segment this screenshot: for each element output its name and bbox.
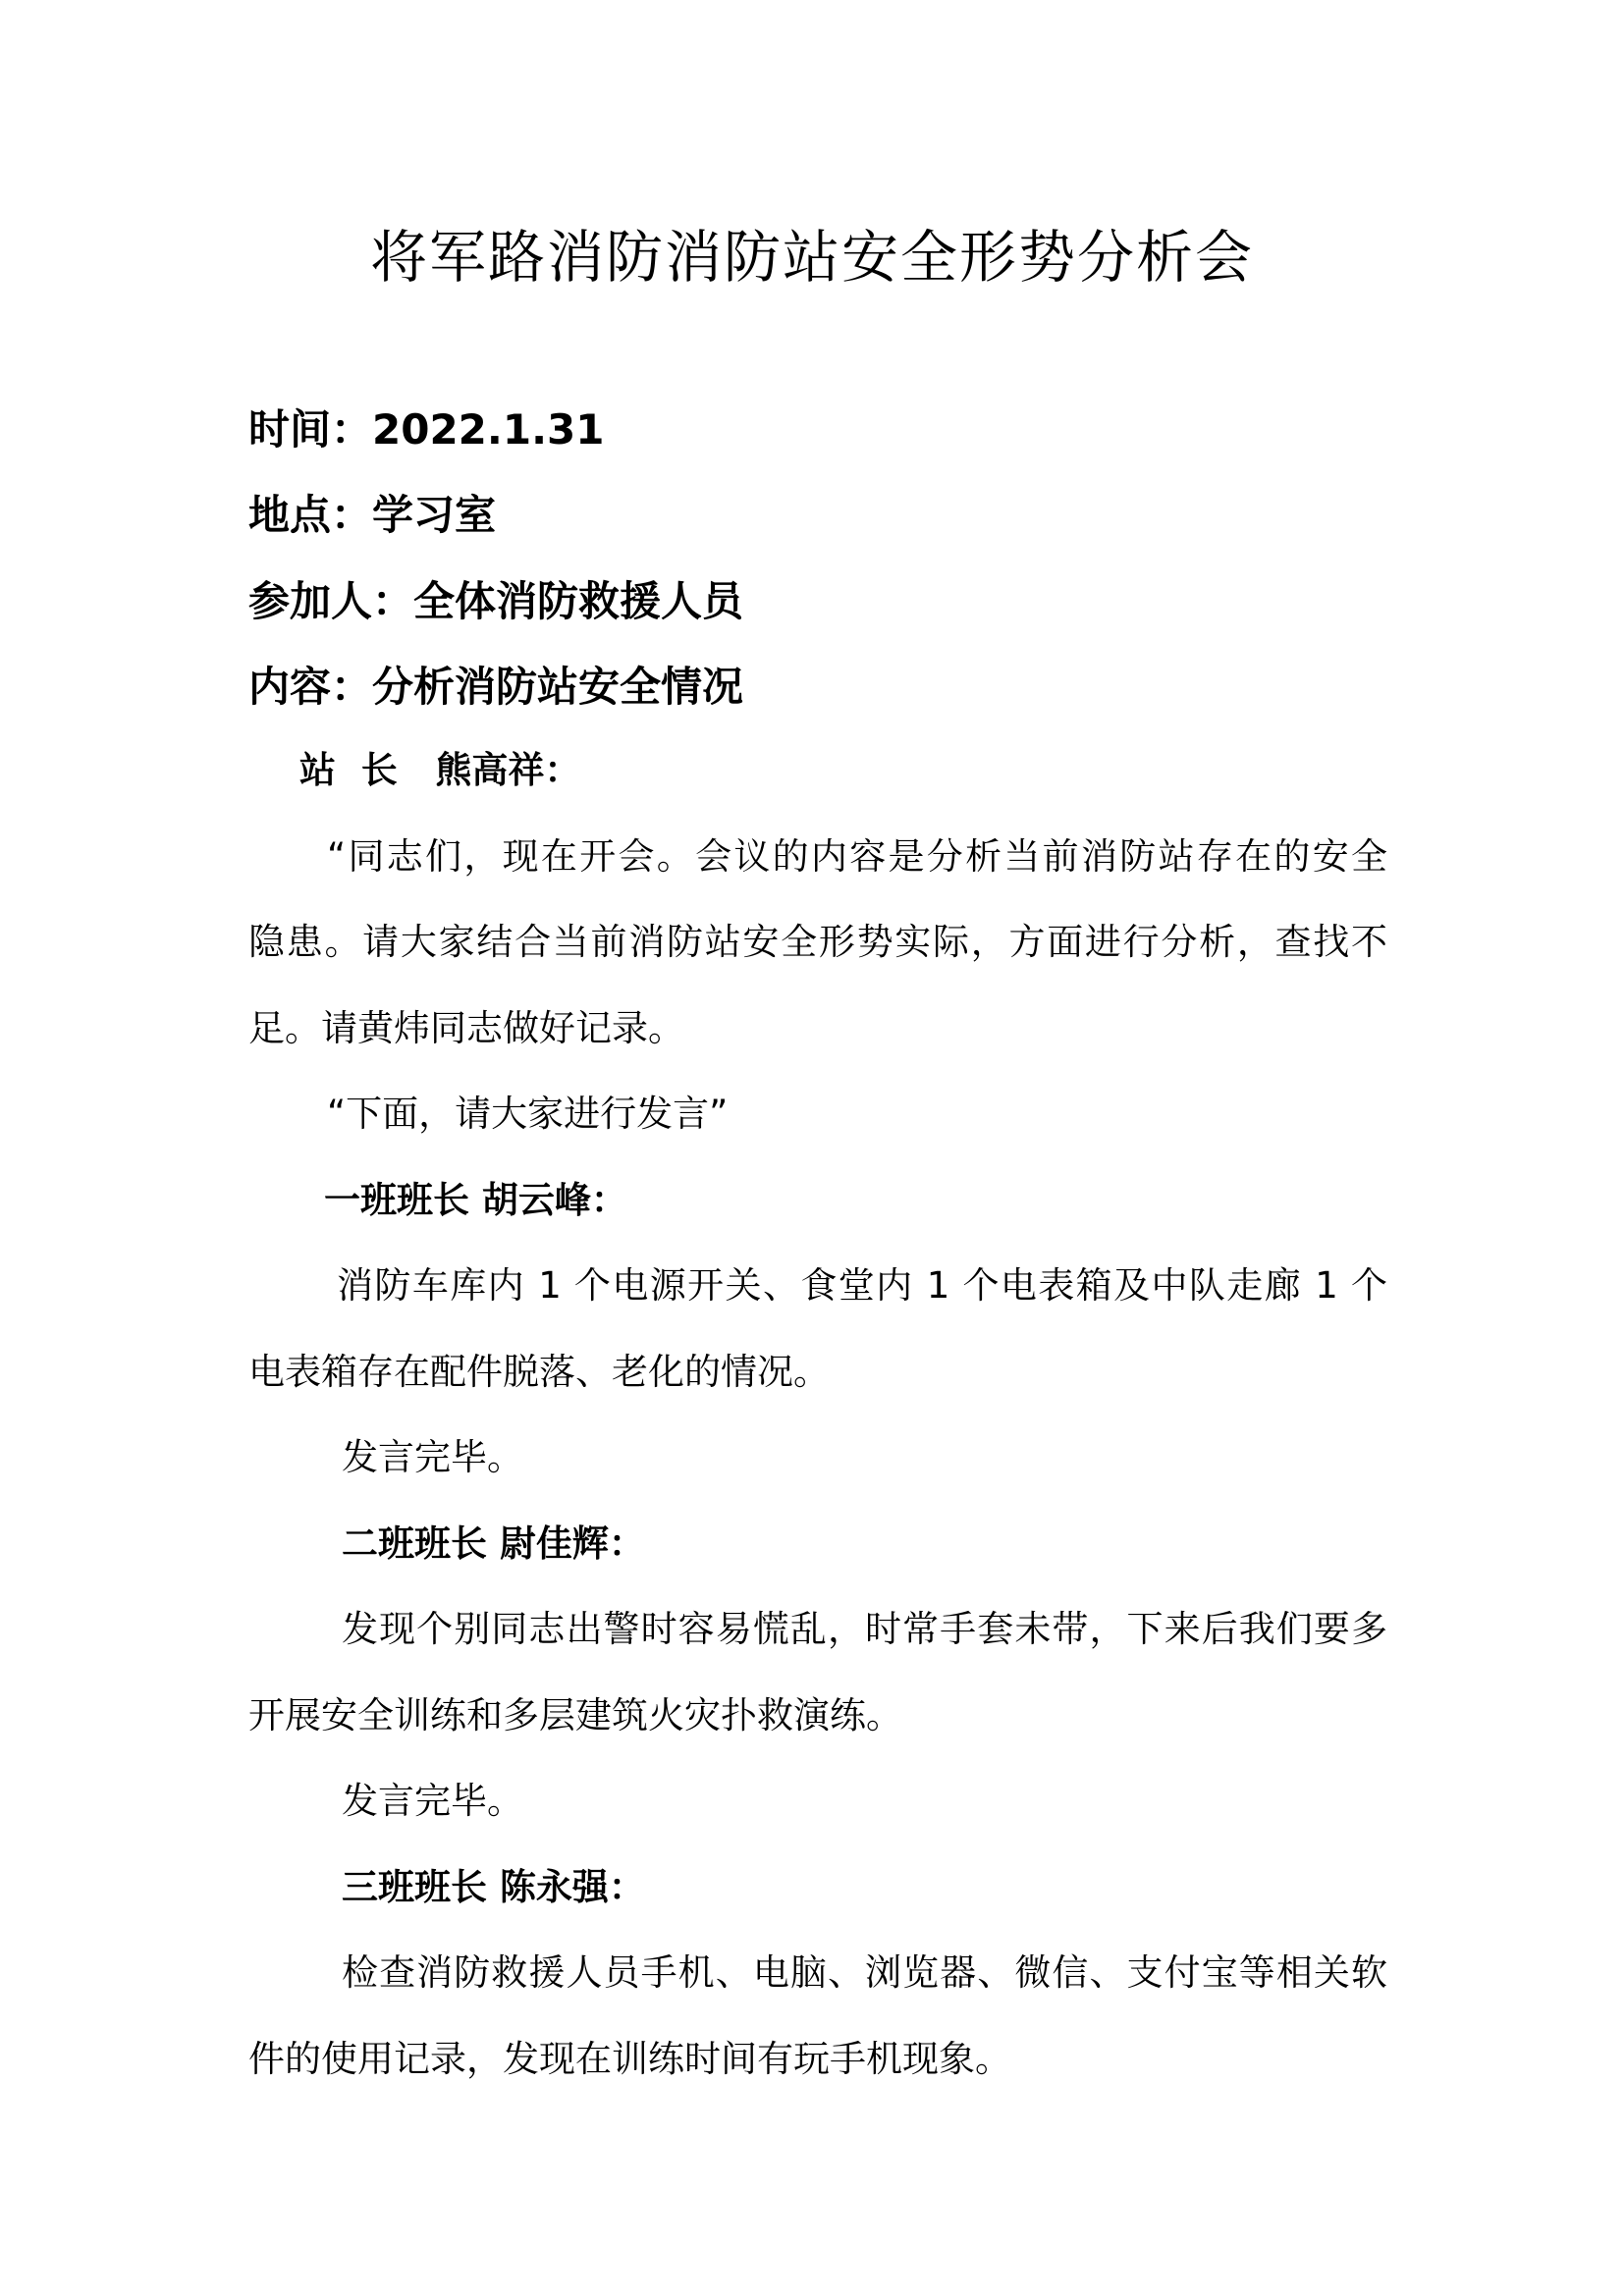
speaker-heading-squad-2: 二班班长 尉佳辉： <box>342 1522 645 1565</box>
squad-2-paragraph-line-2: 开展安全训练和多层建筑火灾扑救演练。 <box>248 1694 902 1736</box>
squad-3-paragraph-line-1: 检查消防救援人员手机、电脑、浏览器、微信、支付宝等相关软 <box>342 1951 1387 1994</box>
squad-1-paragraph-line-1: 消防车库内 1 个电源开关、食堂内 1 个电表箱及中队走廊 1 个 <box>337 1264 1387 1307</box>
chief-paragraph-2: “下面，请大家进行发言” <box>327 1093 729 1135</box>
speaker-heading-squad-1: 一班班长 胡云峰： <box>324 1179 627 1221</box>
speaker-heading-squad-3: 三班班长 陈永强： <box>342 1866 645 1908</box>
squad-1-paragraph-line-2: 电表箱存在配件脱落、老化的情况。 <box>248 1351 830 1393</box>
squad-3-paragraph-line-2: 件的使用记录，发现在训练时间有玩手机现象。 <box>248 2038 1011 2080</box>
squad-2-closing: 发言完毕。 <box>342 1780 523 1822</box>
chief-paragraph-1-line-1: “同志们，现在开会。会议的内容是分析当前消防站存在的安全 <box>327 835 1387 878</box>
squad-2-paragraph-line-1: 发现个别同志出警时容易慌乱，时常手套未带，下来后我们要多 <box>342 1608 1387 1650</box>
meeting-content: 内容：分析消防站安全情况 <box>248 663 744 711</box>
chief-paragraph-1-line-2: 隐患。请大家结合当前消防站安全形势实际，方面进行分析，查找不 <box>248 921 1387 963</box>
meeting-place: 地点：学习室 <box>248 491 497 539</box>
speaker-heading-chief: 站 长 熊高祥： <box>299 749 581 791</box>
squad-1-closing: 发言完毕。 <box>342 1436 523 1478</box>
chief-paragraph-1-line-3: 足。请黄炜同志做好记录。 <box>248 1007 684 1049</box>
meeting-time: 时间：2022.1.31 <box>248 405 605 454</box>
document-title: 将军路消防消防站安全形势分析会 <box>369 224 1254 291</box>
meeting-participants: 参加人：全体消防救援人员 <box>248 577 744 625</box>
